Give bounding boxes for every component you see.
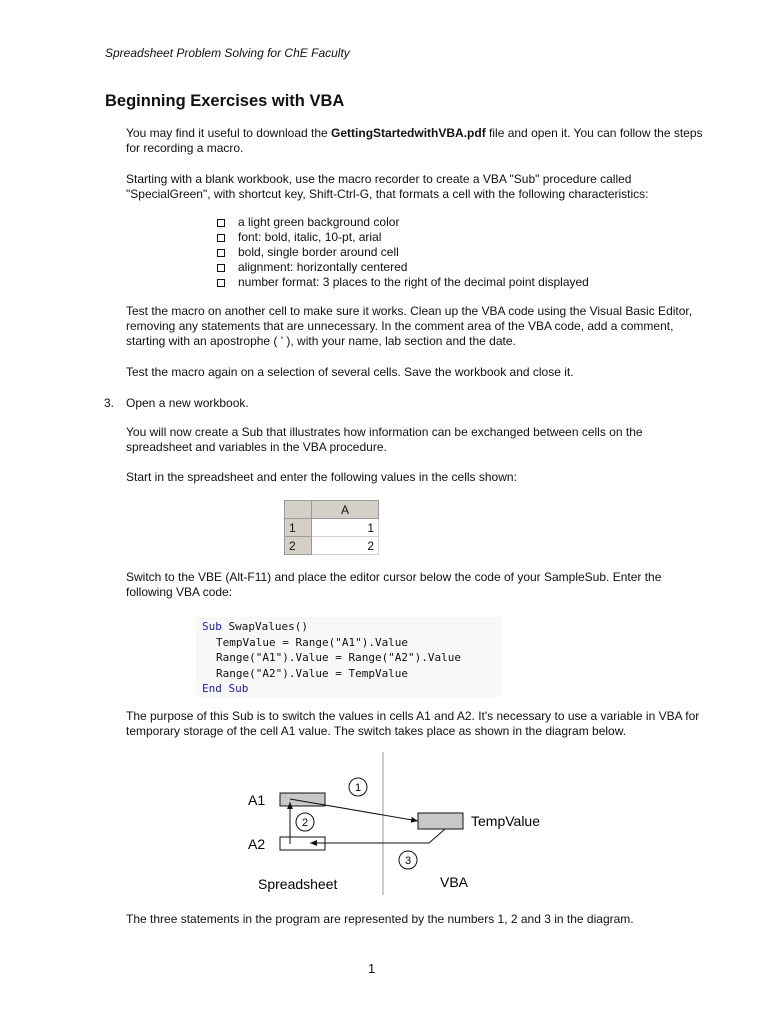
swap-diagram — [230, 752, 560, 902]
square-bullet-icon — [217, 279, 225, 287]
pdf-filename: GettingStartedwithVBA.pdf — [331, 126, 486, 140]
create-sub-paragraph: You will now create a Sub that illustrates how information can be exchanged between cells on the spreadsheet and variables in the VBA procedure. — [126, 425, 643, 454]
list-item: font: bold, italic, 10-pt, arial — [217, 230, 589, 245]
item-number: 3. — [104, 396, 115, 410]
tempvalue-box — [418, 813, 463, 829]
list-item: a light green background color — [217, 215, 589, 230]
sub-name: SwapValues() — [221, 620, 308, 633]
test-again-paragraph: Test the macro again on a selection of several cells. Save the workbook and close it. — [126, 365, 574, 379]
tempvalue-label: TempValue — [471, 813, 541, 829]
section-title: Beginning Exercises with VBA — [105, 92, 345, 110]
switch-vbe-paragraph: Switch to the VBE (Alt-F11) and place the editor cursor below the code of your SampleSub. Enter the following VBA code: — [126, 570, 662, 599]
three-statements-paragraph: The three statements in the program are represented by the numbers 1, 2 and 3 in the diagram. — [126, 912, 634, 926]
format-characteristics-list — [217, 215, 589, 290]
row-header: 2 — [285, 537, 312, 555]
running-header: Spreadsheet Problem Solving for ChE Faculty — [105, 46, 350, 60]
spreadsheet-label: Spreadsheet — [258, 876, 338, 892]
cell-a1: 1 — [312, 519, 379, 537]
list-item: number format: 3 places to the right of the decimal point displayed — [217, 275, 589, 290]
step-1-label: 1 — [354, 782, 362, 794]
square-bullet-icon — [217, 219, 225, 227]
intro-post: file and open it. You can follow the steps for recording a macro. — [126, 126, 703, 155]
corner-cell — [285, 501, 312, 519]
a1-label: A1 — [248, 792, 266, 808]
step-3-label: 3 — [404, 855, 412, 867]
code-line: TempValue = Range("A1").Value — [216, 635, 409, 649]
square-bullet-icon — [217, 234, 225, 242]
test-macro-paragraph: Test the macro on another cell to make sure it works. Clean up the VBA code using the Visual Basic Editor, removing any statements that are unnecessary. In the comment area of the VBA code, add a comment, starting with an apostrophe ( ' ), with your name, lab section and the date. — [126, 304, 693, 348]
column-header-a: A — [312, 501, 379, 519]
code-line: Range("A1").Value = Range("A2").Value — [216, 651, 462, 664]
keyword-sub: Sub — [202, 620, 222, 633]
list-item: bold, single border around cell — [217, 245, 589, 260]
arrow-3 — [310, 829, 445, 843]
page-number: 1 — [368, 961, 376, 976]
vba-label: VBA — [440, 874, 469, 890]
intro-pre: You may find it useful to download the — [126, 126, 332, 140]
step-2-label: 2 — [301, 817, 309, 829]
code-line-end-sub: End Sub — [202, 682, 249, 695]
a2-label: A2 — [248, 836, 266, 852]
code-line-sub — [202, 619, 502, 635]
row-header: 1 — [285, 519, 312, 537]
open-workbook-text: Open a new workbook. — [126, 396, 249, 410]
blank-workbook-paragraph: Starting with a blank workbook, use the macro recorder to create a VBA "Sub" procedure called "SpecialGreen", with shortcut key, Shift-Ctrl-G, that formats a cell with the following characteristics: — [126, 172, 649, 201]
list-item: alignment: horizontally centered — [217, 260, 589, 275]
purpose-paragraph: The purpose of this Sub is to switch the values in cells A1 and A2. It's necessary to use a variable in VBA for temporary storage of the cell A1 value. The switch takes place as shown in the diagram below. — [126, 709, 700, 738]
vba-code-block — [196, 617, 502, 697]
spreadsheet-cells — [284, 500, 379, 555]
code-line: Range("A2").Value = TempValue — [216, 666, 409, 680]
cell-a2: 2 — [312, 537, 379, 555]
intro-paragraph — [126, 126, 706, 156]
square-bullet-icon — [217, 249, 225, 257]
square-bullet-icon — [217, 264, 225, 272]
enter-values-paragraph: Start in the spreadsheet and enter the following values in the cells shown: — [126, 470, 517, 484]
